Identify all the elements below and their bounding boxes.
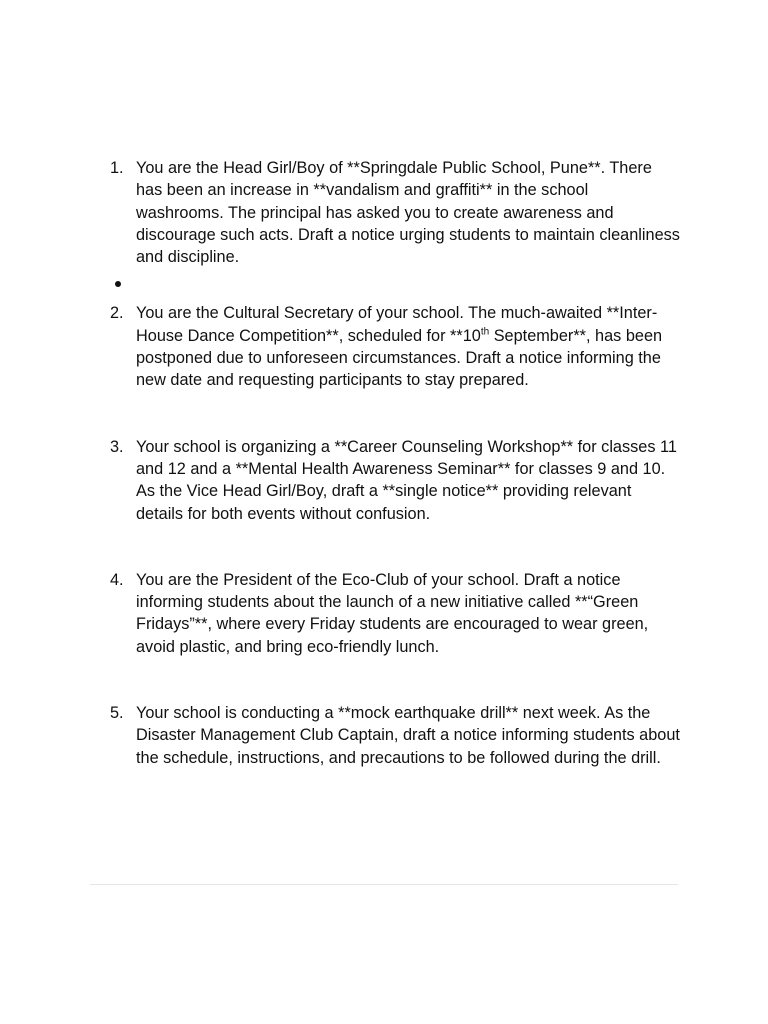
question-number: 4. [110,570,124,589]
question-number: 1. [110,159,124,177]
question-text: You are the Head Girl/Boy of **Springdale Public School, Pune**. There has been an increase in **vandalism and graffiti** in the school washrooms. The principal has asked you to create awareness and discourage such acts. Draft a notice urging students to maintain cleanliness and discipline. [136,159,680,267]
question-list [110,157,680,769]
question-number: 5. [110,704,124,723]
ordinal-superscript: th [480,326,490,338]
question-item-2 [110,302,680,391]
question-number: 2. [110,304,124,323]
question-text: Your school is conducting a **mock earthquake drill** next week. As the Disaster Management Club Captain, draft a notice informing students about the schedule, instructions, and precautions to be followed during the drill. [136,704,680,767]
question-item-4 [110,569,680,658]
bullet-dot-icon [115,281,121,287]
question-item-1 [110,157,680,268]
question-item-3 [110,436,680,525]
question-text-part: September**, has been postponed due to unforeseen circumstances. Draft a notice informing the new date and requesting participants to stay prepared. [136,326,663,390]
question-text-part: You are the Cultural Secretary of your school. The much-awaited **Inter-House Dance Competition**, scheduled for **10 [136,304,658,345]
question-item-5 [110,702,680,769]
question-text: Your school is organizing a **Career Counseling Workshop** for classes 11 and 12 and a **Mental Health Awareness Seminar** for classes 9 and 10. As the Vice Head Girl/Boy, draft a **single notice** providing relevant details for both events without confusion. [136,437,677,523]
page-divider [90,884,678,885]
question-text: You are the President of the Eco-Club of your school. Draft a notice informing students about the launch of a new initiative called **“Green Fridays”**, where every Friday students are encouraged to wear green, avoid plastic, and bring eco-friendly lunch. [136,570,649,656]
question-number: 3. [110,437,124,456]
empty-bullet-item [110,274,680,296]
question-text [136,304,662,389]
